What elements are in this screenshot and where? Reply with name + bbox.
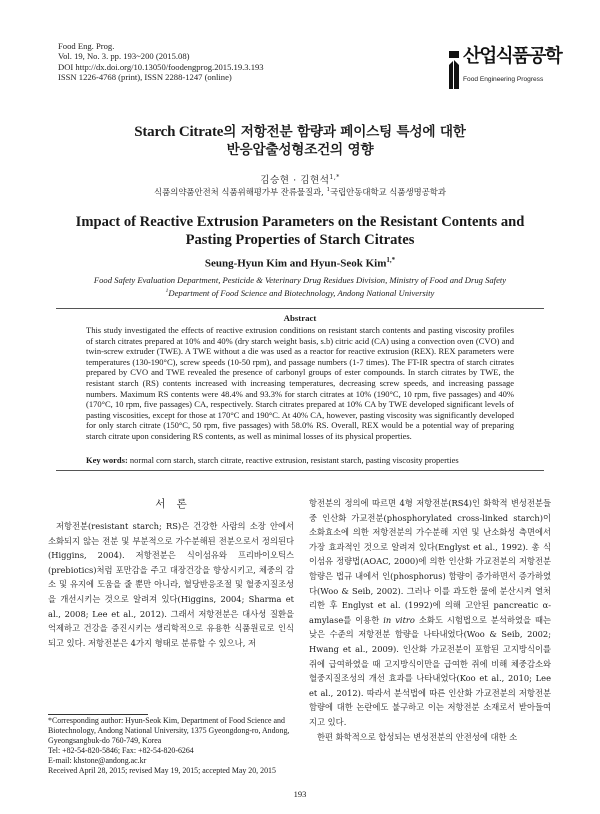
title-english-line2: Pasting Properties of Starch Citrates bbox=[185, 231, 415, 248]
journal-name: Food Eng. Prog. bbox=[58, 41, 115, 51]
title-english-line1: Impact of Reactive Extrusion Parameters on the Resistant Contents and bbox=[75, 214, 525, 230]
journal-issn: ISSN 1226-4768 (print), ISSN 2288-1247 (online) bbox=[58, 72, 232, 83]
footnote-email: E-mail: khstone@andong.ac.kr bbox=[48, 755, 147, 765]
affiliation-english bbox=[40, 275, 560, 298]
right-column-text bbox=[309, 496, 551, 744]
abstract-heading: Abstract bbox=[283, 313, 317, 323]
title-korean-en-part: Starch Citrate bbox=[134, 124, 224, 140]
title-korean bbox=[40, 124, 560, 159]
footnote-received: Received April 28, 2015; revised May 19, 2015; accepted May 20, 2015 bbox=[48, 765, 276, 775]
right-column-paragraph-2: 한편 화학적으로 합성되는 변성전분의 안전성에 대한 소 bbox=[317, 731, 518, 742]
footnote-tel: Tel: +82-54-820-5846; Fax: +82-54-820-6264 bbox=[48, 745, 194, 755]
footnote bbox=[48, 716, 294, 775]
footnote-corresponding: *Corresponding author: Hyun-Seok Kim, Department of Food Science and Biotechnology, Andong National University, 1375 Gyeongdong-ro, Andong, Gyeongsangbuk-do 760-749, Korea bbox=[48, 716, 290, 745]
authors-korean: 김승현 · 김현석$^{1,*}$ bbox=[260, 173, 340, 186]
footnote-rule bbox=[48, 714, 148, 715]
abstract-top-rule bbox=[56, 308, 544, 309]
affiliation-english-2-mark: 1 bbox=[165, 287, 169, 294]
section-title-introduction: 서 론 bbox=[155, 498, 191, 510]
keywords-label: Key words: bbox=[86, 455, 128, 465]
authors-english: Seung-Hyun Kim and Hyun-Seok Kim$^{1,*}$ bbox=[204, 256, 396, 270]
left-column-paragraph: 저항전분(resistant starch; RS)은 건강한 사람의 소장 안에서 소화되지 않는 전분 및 부분적으로 가수분해된 전분으로서 정의된다(Higgins, 2004). 저항전분은 식이섬유와 프리바이오틱스(prebiotics)처럼 포만감을 주고 대장건강을 향상시키고, 체중의 감소 및 유지에 도움을 줄 뿐만 아니라, 혈당반응조절 및 혈중지질조성을 개선시키는 것으로 알려져 있다(Higgins, 2004; Sharma et al., 2008; Lee et al., 2012). 그래서 저항전분은 대사성 질환을 억제하고 건강을 증진시키는 생리학적으로 유용한 식품원료로 인식되고 있다. 저항전분은 4가지 형태로 분류할 수 있으나, 저 bbox=[48, 521, 294, 648]
authors-english-mark: 1,* bbox=[386, 256, 396, 264]
journal-info bbox=[58, 41, 264, 83]
keywords-text: normal corn starch, starch citrate, reactive extrusion, resistant starch, pasting viscosity properties bbox=[129, 455, 459, 465]
keywords bbox=[86, 455, 514, 466]
title-korean-line1: 의 저항전분 함량과 페이스팅 특성에 대한 bbox=[223, 124, 466, 140]
left-column-text bbox=[48, 519, 294, 650]
affiliation-korean: 식품의약품안전처 식품위해평가부 잔류물질과, $^1$국립안동대학교 식품생명공학과 bbox=[154, 187, 446, 197]
abstract-bottom-rule bbox=[56, 470, 544, 471]
logo-mark-icon bbox=[448, 51, 460, 89]
logo-title: 산업식품공학 bbox=[463, 46, 562, 67]
title-korean-line2: 반응압출성형조건의 영향 bbox=[226, 141, 374, 158]
logo-subtitle: Food Engineering Progress bbox=[463, 76, 544, 83]
affiliation-english-2: Department of Food Science and Biotechnology, Andong National University bbox=[168, 287, 435, 298]
right-column-paragraph-1: 항전분의 정의에 따르면 4형 저항전분(RS4)인 화학적 변성전분들 중 인산화 가교전분(phosphorylated cross-linked starch)이 소화효소에 의한 저항전분의 가수분해 지연 및 난소화성 측면에서 가장 효과적인 것으로 알려져 있다(Englyst et al., 1992). 총 식이섬유 정량법(AOAC, 2000)에 의한 인산화 가교전분의 저항전분 함량은 법규 내에서 인(phosphorus) 함량이 증가하면서 증가하였다(Woo & Seib, 2002). 그러나 이를 과도한 물에 분산시켜 열처리한 후 Englyst et al. (1992)에 의해 고안된 pancreatic α-amylase를 이용한 in vitro 소화도 시험법으로 분석하였을 때는 낮은 수준의 저항전분 함량을 나타내었다(Woo & Seib, 2002; Hwang et al., 2009). 인산화 가교전분이 포함된 고지방식이를 쥐에 급여하였을 때 고지방식이만을 급여한 쥐에 비해 체중감소와 혈중지질조성의 개선 효과를 나타내었다(Koo et al., 2010; Lee et al., 2012). 따라서 분석법에 따른 인산화 가교전분의 저항전분 함량에 대한 논란에도 불구하고 이는 저항전분 소재로서 받아들여지고 있다. bbox=[309, 498, 551, 727]
authors-korean-mark: 1,* bbox=[329, 173, 340, 181]
affiliation-korean-mark: 1 bbox=[326, 187, 330, 194]
page-number: 193 bbox=[293, 789, 307, 799]
in-vitro-italic: in vitro bbox=[383, 614, 415, 625]
abstract-body: This study investigated the effects of reactive extrusion conditions on resistant starch contents and pasting viscosity profiles of starch citrates prepared at 10% and 40% (dry starch weight basis, s.b) citric acid (CA) using a convection oven (CVO) and twin-screw extruder (TWE). A TWE without a die was used as a reactor for reactive extrusion (REX). REX parameters were temperatures (130-190°C), screw speeds (10-50 rpm), and passage numbers (1-7 times). The FT-IR spectra of starch citrates prepared by CVO and TWE revealed the presence of carbonyl groups of ester compounds. In starch citrates by TWE, the resistant starch (RS) contents increased with increasing temperatures, decreasing screw speeds, and increasing passage numbers. Maximum RS contents were 48.4% and 93.3% for starch citrates at 10% (190°C, 10 rpm, five passages) and 40% (170°C, 10 rpm, five passages) CA, respectively. Starch citrates prepared at 10% CA by TWE developed significant levels of pasting viscosities, except for those at 170°C and 190°C. At 40% CA, however, pasting viscosity was significantly developed for only starch citrate (150°C, 50 rpm, five passages) with 58.0% RS. Overall, REX would be a potential way of preparing starch citrate upon considering RS contents, as well as minimal losses of its physical properties. bbox=[86, 325, 514, 441]
journal-volume: Vol. 19, No. 3. pp. 193~200 (2015.08) bbox=[58, 51, 190, 62]
title-english bbox=[40, 214, 560, 249]
journal-logo bbox=[448, 44, 562, 92]
affiliation-english-1: Food Safety Evaluation Department, Pesticide & Veterinary Drug Residues Division, Ministry of Food and Drug Safety bbox=[93, 275, 507, 285]
journal-doi: DOI http://dx.doi.org/10.13050/foodengprog.2015.19.3.193 bbox=[58, 61, 264, 72]
